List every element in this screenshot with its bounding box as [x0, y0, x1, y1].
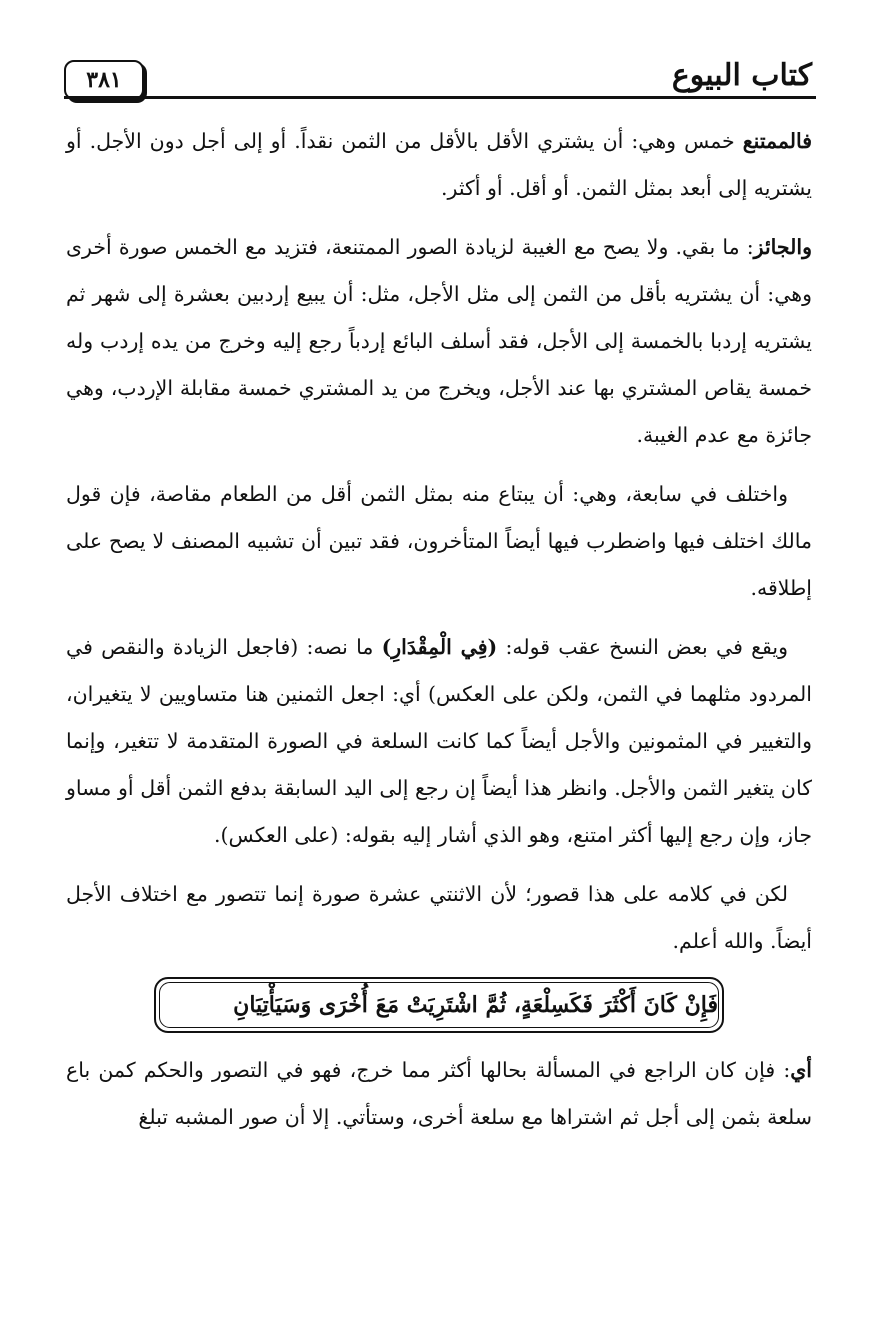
paragraph-seventh-case: [66, 471, 812, 612]
page-header: [64, 58, 816, 102]
paragraph-text: ويقع في بعض النسخ عقب قوله:: [497, 635, 788, 659]
paragraph-manuscript-note: [66, 624, 812, 859]
paragraph-forbidden: [66, 118, 812, 212]
matn-text: فَإِنْ كَانَ أَكْثَرَ فَكَسِلْعَةٍ، ثُمَّ اشْتَرِيَتْ مَعَ أُخْرَى وَسَيَأْتِيَانِ: [159, 982, 719, 1028]
paragraph-lead: فالممتنع: [742, 129, 812, 153]
paragraph-lead: أي: [790, 1058, 812, 1082]
paragraph-text: ما نصه: (فاجعل الزيادة والنقص في المردود مثلهما في الثمن، ولكن على العكس) أي: اجعل الثمنين هنا متساويين لا يتغيران، والتغيير في المثمونين والأجل أيضاً كما كانت السلعة في الصورة المتقدمة لا تتغير، وإنما كان يتغير الثمن والأجل. وانظر هذا أيضاً إن رجع إلى اليد السابقة بدفع الثمن أقل أو مساو جاز، وإن رجع إليها أكثر امتنع، وهو الذي أشار إليه بقوله: (على العكس).: [66, 635, 812, 847]
book-title: كتاب البيوع: [671, 58, 812, 93]
paragraph-permitted: [66, 224, 812, 459]
paragraph-text: واختلف في سابعة، وهي: أن يبتاع منه بمثل الثمن أقل من الطعام مقاصة، فإن قول مالك اختلف فيها واضطرب فيها أيضاً المتأخرون، فقد تبين أن تشبيه المصنف لا يصح على إطلاقه.: [66, 482, 812, 600]
page-body: [66, 118, 812, 1153]
paragraph-deficiency: [66, 871, 812, 965]
header-rule: [64, 96, 816, 99]
paragraph-text: : ما بقي. ولا يصح مع الغيبة لزيادة الصور الممتنعة، فتزيد مع الخمس صورة أخرى وهي: أن يشتريه بأقل من الثمن إلى مثل الأجل، مثل: أن يبيع إردبين بعشرة إلى شهر ثم يشتريه إردبا بالخمسة إلى الأجل، فقد أسلف البائع إردباً رجع إليه وخرج من يده إردب وله خمسة يقاص المشتري بها عند الأجل، ويخرج من يد المشتري خمسة مقابلة الإردب، وهي جائزة مع عدم الغيبة.: [66, 235, 812, 447]
page-number: ٣٨١: [64, 60, 144, 100]
paragraph-text: : فإن كان الراجع في المسألة بحالها أكثر مما خرج، فهو في التصور والحكم كمن باع سلعة بثمن إلى أجل ثم اشتراها مع سلعة أخرى، وستأتي. إلا أن صور المشبه تبلغ: [66, 1058, 812, 1129]
paragraph-commentary: [66, 1047, 812, 1141]
matn-frame: [154, 977, 724, 1033]
paragraph-text: خمس وهي: أن يشتري الأقل بالأقل من الثمن نقداً. أو إلى أجل دون الأجل. أو يشتريه إلى أبعد بمثل الثمن. أو أقل. أو أكثر.: [66, 129, 812, 200]
quoted-phrase: (فِي الْمِقْدَارِ): [381, 635, 498, 659]
paragraph-lead: والجائز: [753, 235, 812, 259]
paragraph-text: لكن في كلامه على هذا قصور؛ لأن الاثنتي عشرة صورة إنما تتصور مع اختلاف الأجل أيضاً. والله أعلم.: [66, 882, 812, 953]
